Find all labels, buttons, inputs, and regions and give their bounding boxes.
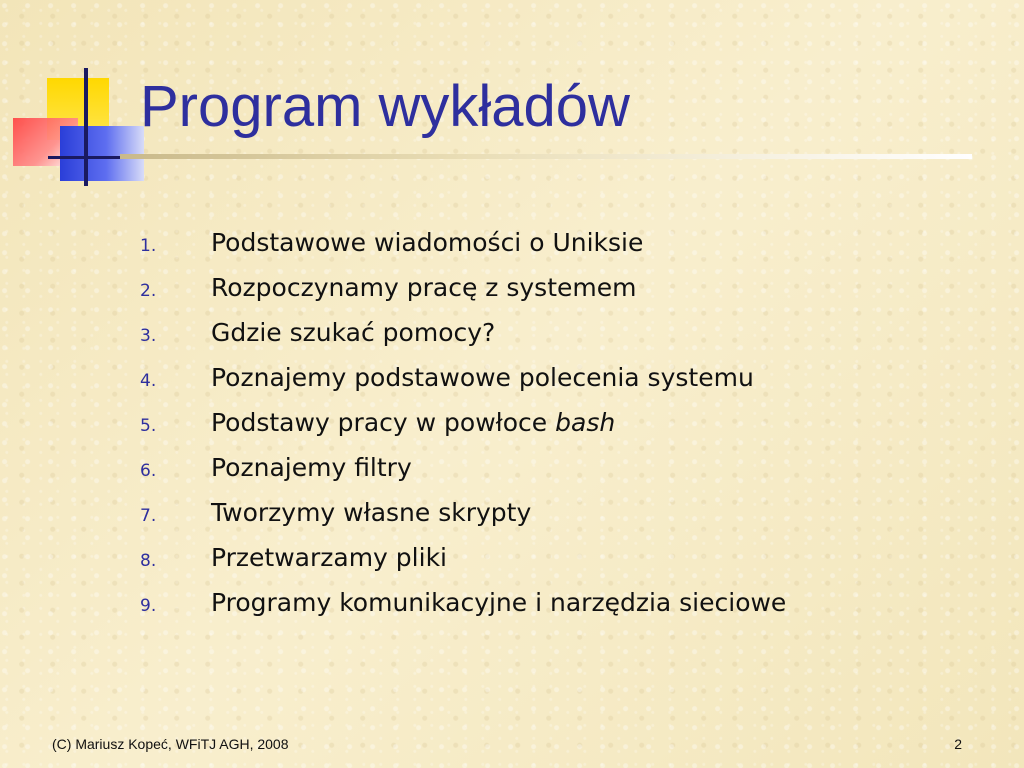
list-item-number: 1.: [140, 236, 157, 256]
list-item: [140, 543, 786, 588]
list-item-text: [211, 273, 636, 302]
list-item: [140, 228, 786, 273]
title-underline: [120, 154, 972, 159]
footer-copyright: (C) Mariusz Kopeć, WFiTJ AGH, 2008: [52, 736, 289, 752]
list-item-text: [211, 363, 754, 392]
list-item-number: 7.: [140, 506, 157, 526]
list-item-number: 3.: [140, 326, 157, 346]
list-item-label: Przetwarzamy pliki: [211, 543, 447, 572]
list-item-label: Poznajemy podstawowe polecenia systemu: [211, 363, 754, 392]
slide-logo-decoration: [0, 0, 150, 190]
list-item-number: 8.: [140, 551, 157, 571]
slide-page-number: 2: [954, 736, 962, 752]
list-item: [140, 273, 786, 318]
list-item: [140, 318, 786, 363]
list-item: [140, 588, 786, 633]
list-item-number: 4.: [140, 371, 157, 391]
list-item-number: 5.: [140, 416, 157, 436]
lecture-list: [140, 228, 786, 633]
list-item-label: Poznajemy filtry: [211, 453, 412, 482]
list-item-text: [211, 588, 786, 617]
list-item-text: [211, 228, 643, 257]
list-item-label: Rozpoczynamy pracę z systemem: [211, 273, 637, 302]
vertical-line: [84, 68, 88, 186]
list-item-number: 6.: [140, 461, 157, 481]
list-item-label: Podstawowe wiadomości o Uniksie: [211, 228, 644, 257]
list-item-text: [211, 318, 495, 347]
list-item: [140, 408, 786, 453]
list-item-label: Podstawy pracy w powłoce: [211, 408, 556, 437]
list-item-label: Gdzie szukać pomocy?: [211, 318, 496, 347]
slide-title: Program wykładów: [140, 74, 630, 139]
list-item: [140, 498, 786, 543]
list-item: [140, 453, 786, 498]
list-item-label: Tworzymy własne skrypty: [211, 498, 532, 527]
list-item: [140, 363, 786, 408]
list-item-emphasis: bash: [555, 408, 616, 437]
list-item-number: 9.: [140, 596, 157, 616]
list-item-text: [211, 453, 412, 482]
list-item-number: 2.: [140, 281, 157, 301]
list-item-text: [211, 408, 615, 437]
list-item-text: [211, 543, 447, 572]
list-item-label: Programy komunikacyjne i narzędzia sieciowe: [211, 588, 787, 617]
list-item-text: [211, 498, 531, 527]
